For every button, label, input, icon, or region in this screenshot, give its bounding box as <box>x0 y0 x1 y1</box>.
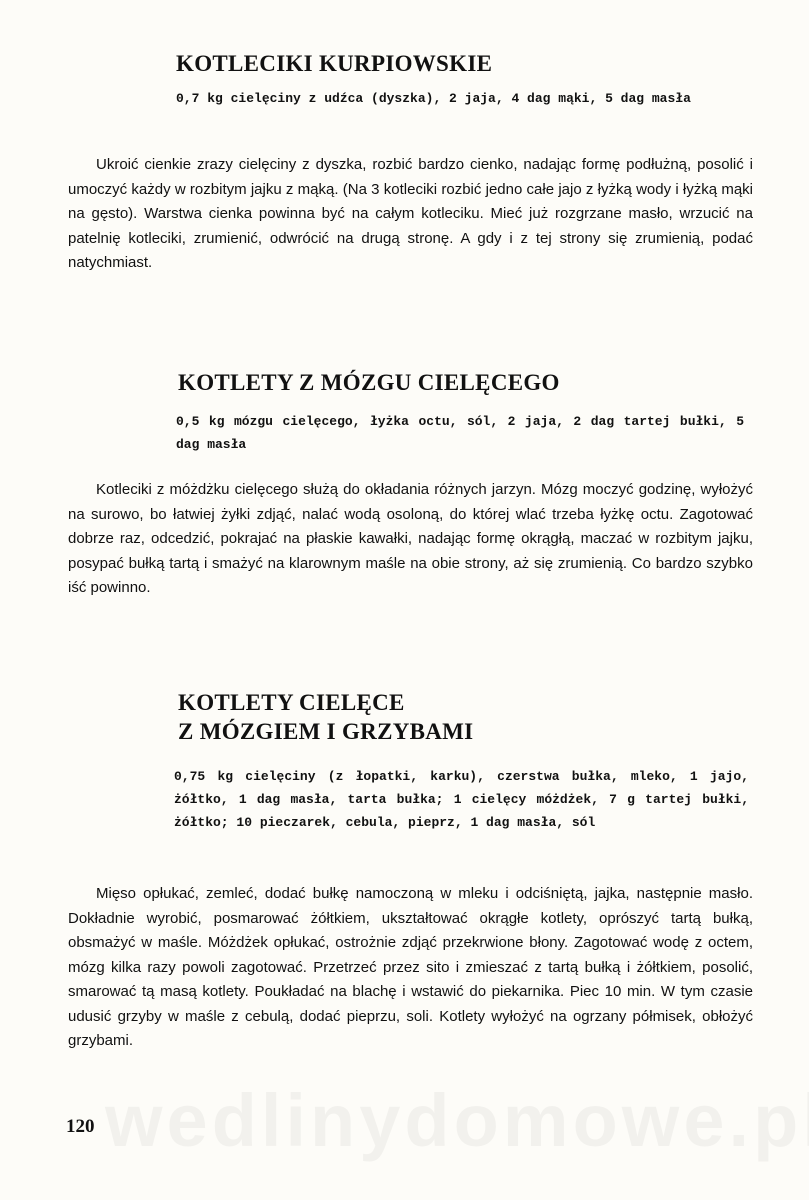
recipe-ingredients: 0,5 kg mózgu cielęcego, łyżka octu, sól, 2 jaja, 2 dag tartej bułki, 5 dag masła <box>176 414 744 452</box>
recipe-title-line: Z MÓZGIEM I GRZYBAMI <box>178 719 474 744</box>
watermark <box>105 1078 809 1163</box>
recipe-instructions: Kotleciki z móżdżku cielęcego służą do okładania różnych jarzyn. Mózg moczyć godzinę, wyłożyć na surowo, bo łatwiej żyłki zdjąć, nalać wodą osoloną, do której wlać trzeba łyżkę octu. Zagotować dobrze raz, odcedzić, pokrajać na płaskie kawałki, nadając formę okrągłą, maczać w rozbitym jajku, posypać bułką tartą i smażyć na klarownym maśle na obie strony, aż się zrumienią. Co bardzo szybko iść powinno. <box>68 481 753 596</box>
recipe-title: KOTLECIKI KURPIOWSKIE <box>176 51 493 76</box>
recipe-instructions: Mięso opłukać, zemleć, dodać bułkę namoczoną w mleku i odciśniętą, jajka, następnie masło. Dokładnie wyrobić, posmarować żółtkiem, ukształtować okrągłe kotlety, oprószyć tartą bułką, obsmażyć w maśle. Móżdżek opłukać, ostrożnie zdjąć przekrwione błony. Zagotować wodę z octem, mózg kilka razy powoli zagotować. Przetrzeć przez sito i zmieszać z tartą bułką i żółtkiem, posolić, smarować tą masą kotlety. Poukładać na blachę i wstawić do piekarnika. Piec 10 min. W tym czasie udusić grzyby w maśle z cebulą, dodać pieprzu, soli. Kotlety wyłożyć na ogrzany półmisek, obłożyć grzybami. <box>68 885 753 1049</box>
recipe-ingredients: 0,7 kg cielęciny z udźca (dyszka), 2 jaja, 4 dag mąki, 5 dag masła <box>176 91 691 106</box>
recipe-instructions: Ukroić cienkie zrazy cielęciny z dyszka, rozbić bardzo cienko, nadając formę podłużną, posolić i umoczyć każdy w rozbitym jajku z mąką. (Na 3 kotleciki rozbić jedno całe jajo z łyżką wody i łyżką mąki na gęsto). Warstwa cienka powinna być na całym kotleciku. Mieć już rozgrzane masło, wrzucić na patelnię kotleciki, zrumienić, odwrócić na drugą stronę. A gdy i z tej strony się zrumienią, podać natychmiast. <box>68 156 753 271</box>
recipe-ingredients: 0,75 kg cielęciny (z łopatki, karku), czerstwa bułka, mleko, 1 jajo, żółtko, 1 dag masła, tarta bułka; 1 cielęcy móżdżek, 7 g tartej bułki, żółtko; 10 pieczarek, cebula, pieprz, 1 dag masła, sól <box>174 769 749 830</box>
recipe-title: KOTLETY Z MÓZGU CIELĘCEGO <box>178 370 560 395</box>
recipe-title-line: KOTLETY CIELĘCE <box>178 690 405 715</box>
page-number: 120 <box>66 1116 95 1137</box>
